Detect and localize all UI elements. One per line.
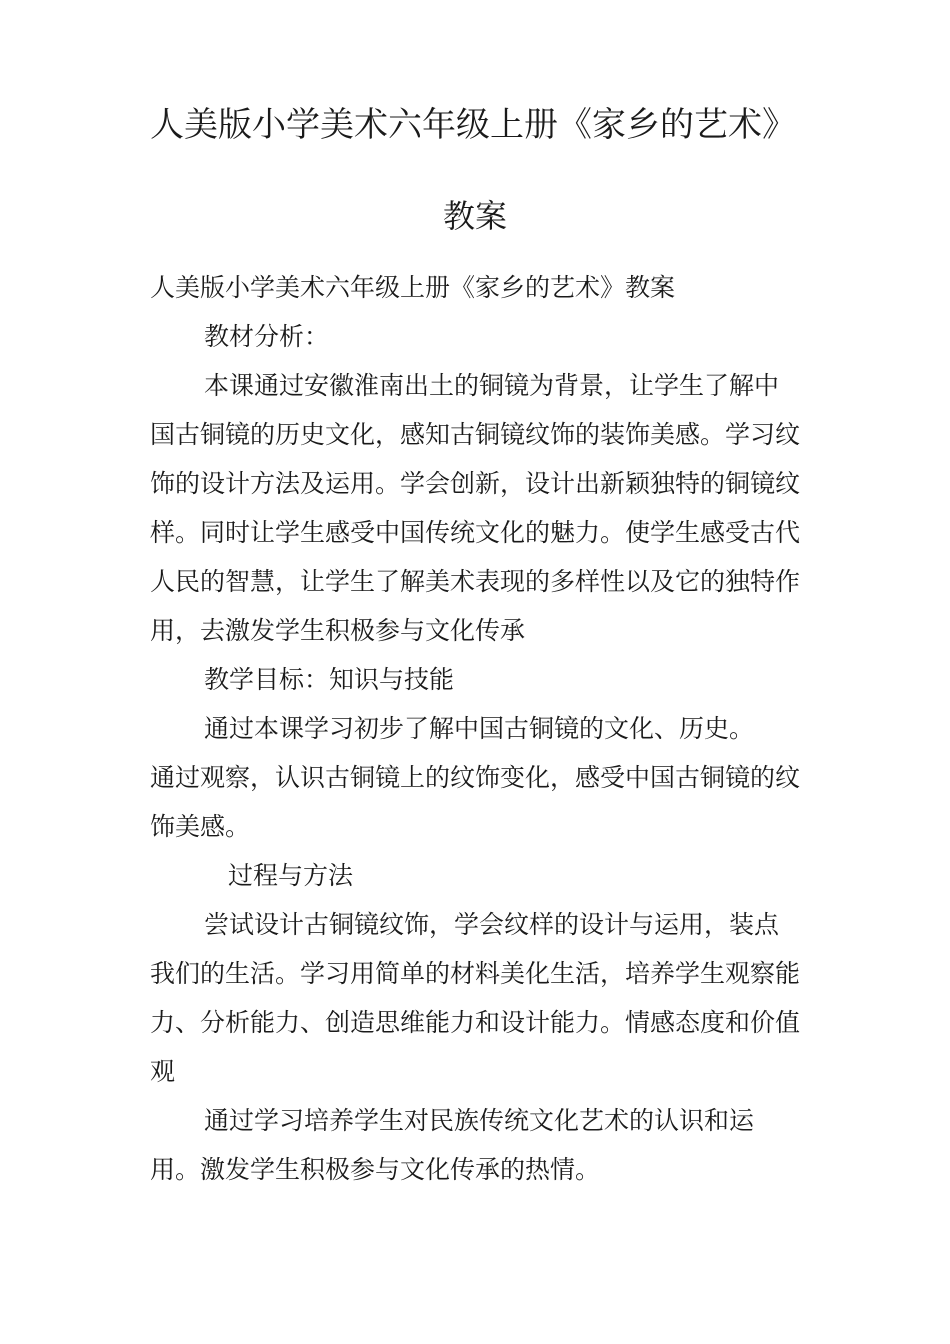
document-subtitle: 教案 (442, 197, 507, 235)
paragraph-process-method: 尝试设计古铜镜纹饰，学会纹样的设计与运用，装点我们的生活。学习用简单的材料美化生活，培养学生观察能力、分析能力、创造思维能力和设计能力。情感态度和价值观 (150, 910, 801, 1086)
paragraph-material-analysis-label: 教材分析： (204, 322, 330, 351)
paragraph-process-label: 过程与方法 (228, 861, 354, 890)
paragraph-material-analysis: 本课通过安徽淮南出土的铜镜为背景，让学生了解中国古铜镜的历史文化，感知古铜镜纹饰的装饰美感。学习纹饰的设计方法及运用。学会创新，设计出新颖独特的铜镜纹样。同时让学生感受中国传统文化的魅力。使学生感受古代人民的智慧，让学生了解美术表现的多样性以及它的独特作用，去激发学生积极参与文化传承 (150, 371, 801, 645)
paragraph-emotion-values: 通过学习培养学生对民族传统文化艺术的认识和运用。激发学生积极参与文化传承的热情。 (150, 1106, 755, 1184)
document-body (150, 263, 800, 1194)
paragraph-teaching-goals-label: 教学目标：知识与技能 (204, 665, 455, 694)
paragraph-knowledge-2: 通过观察，认识古铜镜上的纹饰变化，感受中国古铜镜的纹饰美感。 (150, 763, 801, 841)
document-title: 人美版小学美术六年级上册《家乡的艺术》 (150, 105, 796, 145)
paragraph-heading-line: 人美版小学美术六年级上册《家乡的艺术》教案 (150, 273, 676, 302)
paragraph-knowledge-1: 通过本课学习初步了解中国古铜镜的文化、历史。 (204, 714, 755, 743)
